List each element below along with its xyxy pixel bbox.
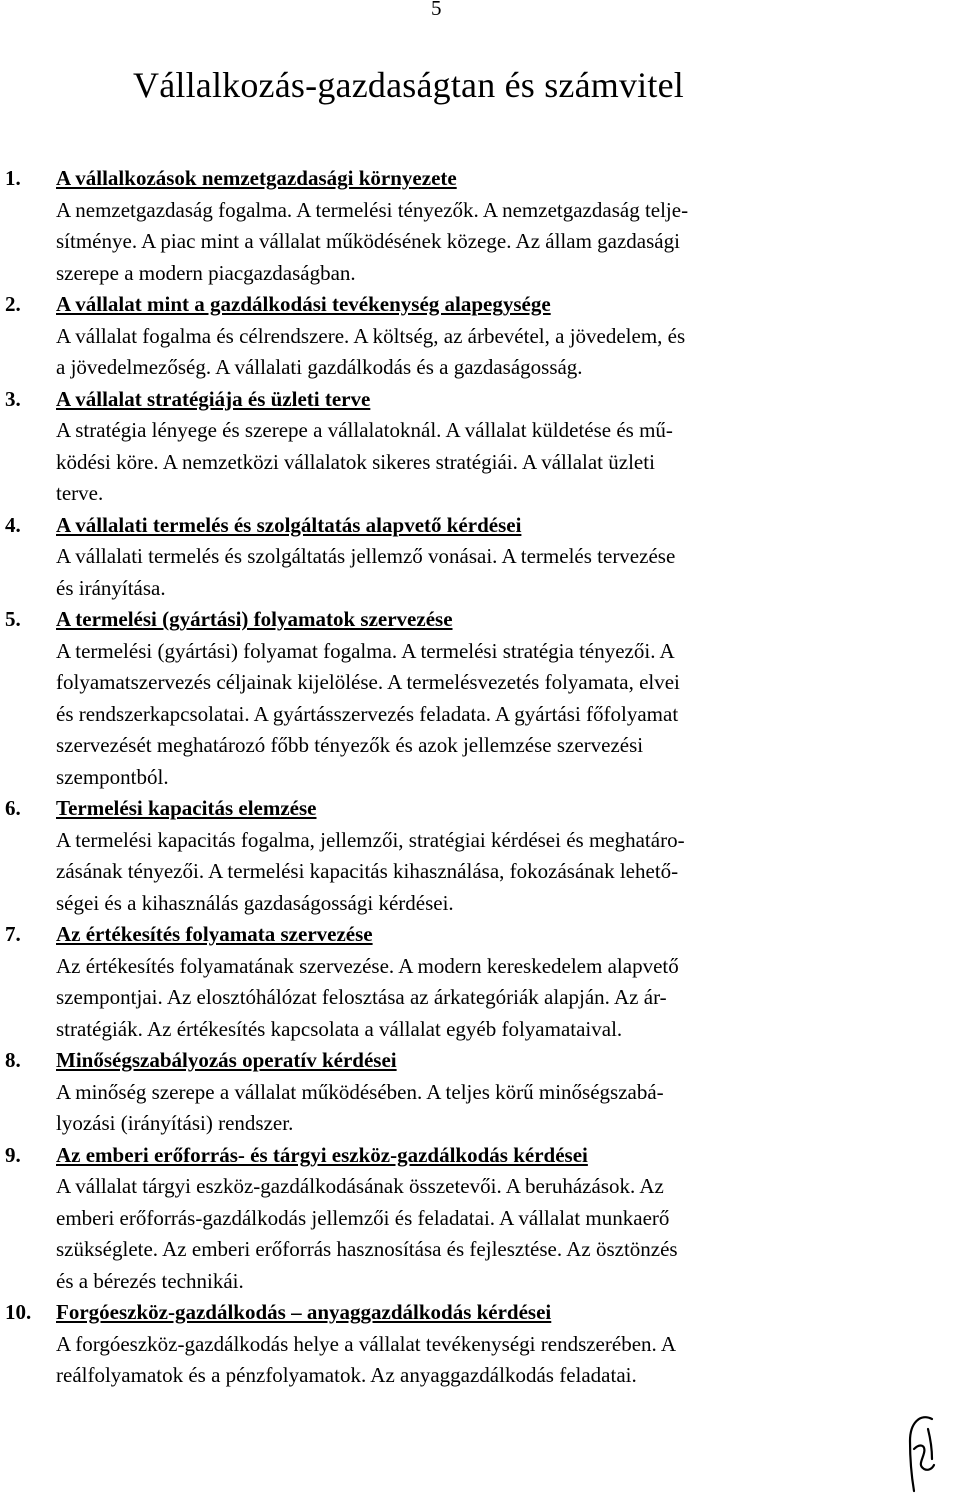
body-line: A stratégia lényege és szerepe a vállalatoknál. A vállalat küldetése és mű- [56,418,673,442]
section-heading: Minőségszabályozás operatív kérdései [56,1048,397,1072]
section-heading: A vállalkozások nemzetgazdasági környezete [56,166,457,190]
page-number: 5 [431,0,442,20]
section-2 [0,289,960,384]
body-line: stratégiák. Az értékesítés kapcsolata a vállalat egyéb folyamataival. [56,1016,623,1041]
section-number: 6. [5,796,21,820]
section-body [56,951,890,1046]
body-line: folyamatszervezés céljainak kijelölése. A termelésvezetés folyamata, elvei [56,670,680,694]
section-8 [0,1045,960,1140]
section-number: 3. [5,386,21,411]
section-body [56,541,890,604]
body-line: A forgóeszköz-gazdálkodás helye a vállalat tevékenységi rendszerében. A [56,1331,677,1356]
body-line: A termelési (gyártási) folyamat fogalma. A termelési stratégia tényezői. A [56,638,675,663]
section-7 [0,919,960,1045]
body-line: terve. [56,481,104,505]
body-line: és irányítása. [56,575,166,600]
body-line: emberi erőforrás-gazdálkodás jellemzői és feladatai. A vállalat munkaerő [56,1205,670,1230]
section-heading: A termelési (gyártási) folyamatok szervezése [56,607,453,631]
body-line: sítménye. A piac mint a vállalat működésének közege. Az állam gazdasági [56,229,680,253]
body-line: A vállalat tárgyi eszköz-gazdálkodásának összetevői. A beruházások. Az [56,1174,664,1198]
section-number: 5. [5,607,21,631]
section-number: 2. [5,292,21,316]
section-body [56,195,890,290]
section-body [56,825,890,920]
section-5 [0,604,960,793]
section-10 [0,1297,960,1392]
section-number: 9. [5,1142,21,1167]
body-line: ségei és a kihasználás gazdaságossági kérdései. [56,890,454,915]
body-line: szempontból. [56,764,169,789]
section-heading: Az értékesítés folyamata szervezése [56,922,373,946]
section-heading: A vállalati termelés és szolgáltatás alapvető kérdései [56,512,522,537]
body-line: és rendszerkapcsolatai. A gyártásszervezés feladata. A gyártási főfolyamat [56,701,679,726]
section-9 [0,1140,960,1298]
section-body [56,1077,890,1140]
section-number: 10. [5,1300,32,1324]
section-body [56,1171,890,1297]
document-title: Vállalkozás-gazdaságtan és számvitel [133,65,684,105]
body-line: a jövedelmezőség. A vállalati gazdálkodás és a gazdaságosság. [56,355,583,379]
body-line: zásának tényezői. A termelési kapacitás kihasználása, fokozásának lehető- [56,859,679,883]
body-line: lyozási (irányítási) rendszer. [56,1111,294,1135]
section-1 [0,163,960,289]
body-line: szerepe a modern piacgazdaságban. [56,260,356,285]
section-heading: A vállalat mint a gazdálkodási tevékenység alapegysége [56,292,551,316]
section-list [0,163,960,1392]
handwritten-signature [902,1409,942,1497]
section-body [56,1329,890,1392]
section-body [56,321,890,384]
body-line: szükséglete. Az emberi erőforrás hasznosítása és fejlesztése. Az ösztönzés [56,1237,678,1261]
body-line: A minőség szerepe a vállalat működésében. A teljes körű minőségszabá- [56,1079,664,1104]
section-6 [0,793,960,919]
section-heading: A vállalat stratégiája és üzleti terve [56,386,371,411]
body-line: A vállalat fogalma és célrendszere. A költség, az árbevétel, a jövedelem, és [56,323,686,348]
section-number: 1. [5,166,21,190]
body-line: ködési köre. A nemzetközi vállalatok sikeres stratégiái. A vállalat üzleti [56,449,655,474]
section-number: 4. [5,512,21,537]
section-number: 7. [5,922,21,946]
section-heading: Az emberi erőforrás- és tárgyi eszköz-gazdálkodás kérdései [56,1142,588,1167]
body-line: szervezését meghatározó főbb tényezők és azok jellemzése szervezési [56,733,644,757]
body-line: szempontjai. Az elosztóhálózat felosztása az árkategóriák alapján. Az ár- [56,985,667,1009]
body-line: és a bérezés technikái. [56,1268,244,1293]
body-line: A vállalati termelés és szolgáltatás jellemző vonásai. A termelés tervezése [56,544,676,568]
section-body [56,636,890,794]
section-3 [0,384,960,510]
section-heading: Termelési kapacitás elemzése [56,796,317,820]
section-number: 8. [5,1048,21,1072]
body-line: A termelési kapacitás fogalma, jellemzői, stratégiai kérdései és meghatáro- [56,827,685,852]
section-body [56,415,890,510]
body-line: Az értékesítés folyamatának szervezése. A modern kereskedelem alapvető [56,953,679,978]
section-heading: Forgóeszköz-gazdálkodás – anyaggazdálkodás kérdései [56,1300,552,1324]
body-line: A nemzetgazdaság fogalma. A termelési tényezők. A nemzetgazdaság telje- [56,197,689,222]
body-line: reálfolyamatok és a pénzfolyamatok. Az anyaggazdálkodás feladatai. [56,1363,637,1387]
section-4 [0,510,960,605]
